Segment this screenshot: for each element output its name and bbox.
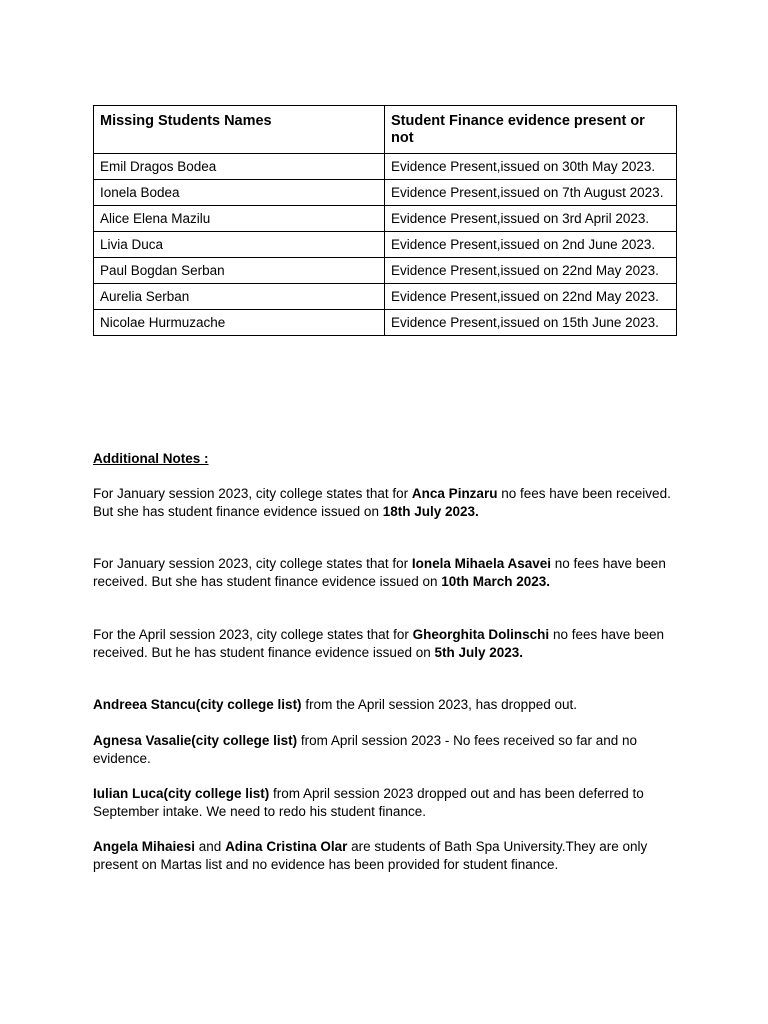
note-paragraph (93, 485, 683, 521)
student-name-cell: Nicolae Hurmuzache (94, 310, 385, 336)
student-name-cell: Paul Bogdan Serban (94, 258, 385, 284)
evidence-cell: Evidence Present,issued on 30th May 2023. (385, 154, 677, 180)
note-text: from April session 2023 dropped out and has been deferred to September intake. We need to redo his student finance. (93, 786, 644, 819)
student-name-cell: Livia Duca (94, 232, 385, 258)
note-student-name: Andreea Stancu(city college list) (93, 697, 302, 712)
table-row (94, 180, 677, 206)
note-text: For the April session 2023, city college states that for (93, 627, 413, 642)
student-name-cell: Aurelia Serban (94, 284, 385, 310)
evidence-cell: Evidence Present,issued on 3rd April 2023. (385, 206, 677, 232)
note-student-name: Ionela Mihaela Asavei (411, 556, 551, 571)
note-paragraph (93, 785, 683, 821)
table-row (94, 154, 677, 180)
note-date: 18th July 2023. (382, 504, 479, 519)
note-student-name: Gheorghita Dolinschi (412, 627, 550, 642)
note-text: from April session 2023 - No fees received so far and no evidence. (93, 733, 638, 766)
evidence-cell: Evidence Present,issued on 22nd May 2023. (385, 258, 677, 284)
table-row (94, 232, 677, 258)
evidence-cell: Evidence Present,issued on 22nd May 2023. (385, 284, 677, 310)
note-student-name: Angela Mihaiesi (93, 839, 196, 854)
missing-students-table (93, 105, 677, 336)
note-text: no fees have been received. But he has student finance evidence issued on (93, 627, 665, 660)
note-paragraph (93, 838, 683, 874)
note-text: are students of Bath Spa University.They are only present on Martas list and no evidence has been provided for student finance. (93, 839, 648, 872)
evidence-cell: Evidence Present,issued on 7th August 2023. (385, 180, 677, 206)
note-student-name: Iulian Luca(city college list) (93, 786, 270, 801)
note-student-name: Adina Cristina Olar (225, 839, 348, 854)
evidence-cell: Evidence Present,issued on 15th June 2023. (385, 310, 677, 336)
student-name-cell: Alice Elena Mazilu (94, 206, 385, 232)
table-row (94, 206, 677, 232)
notes-heading: Additional Notes : (93, 451, 209, 466)
note-text: For January session 2023, city college states that for (93, 486, 412, 501)
note-paragraph (93, 696, 683, 714)
note-text: and (195, 839, 226, 854)
student-name-cell: Emil Dragos Bodea (94, 154, 385, 180)
column-header-names: Missing Students Names (94, 106, 385, 154)
table-row (94, 310, 677, 336)
note-paragraph (93, 626, 683, 662)
note-text: from the April session 2023, has dropped out. (301, 697, 577, 712)
note-date: 5th July 2023. (434, 645, 524, 660)
note-text: no fees have been received. But she has student finance evidence issued on (93, 556, 666, 589)
table-row (94, 284, 677, 310)
evidence-cell: Evidence Present,issued on 2nd June 2023. (385, 232, 677, 258)
student-name-cell: Ionela Bodea (94, 180, 385, 206)
table-header-row (94, 106, 677, 154)
note-text: For January session 2023, city college states that for (93, 556, 412, 571)
note-text: no fees have been received. But she has student finance evidence issued on (93, 486, 671, 519)
note-paragraph (93, 555, 683, 591)
additional-notes-section (93, 450, 683, 872)
note-student-name: Agnesa Vasalie(city college list) (93, 733, 298, 748)
note-student-name: Anca Pinzaru (411, 486, 498, 501)
note-date: 10th March 2023. (441, 574, 551, 589)
table-row (94, 258, 677, 284)
column-header-evidence: Student Finance evidence present or not (385, 106, 677, 154)
note-paragraph (93, 732, 683, 768)
